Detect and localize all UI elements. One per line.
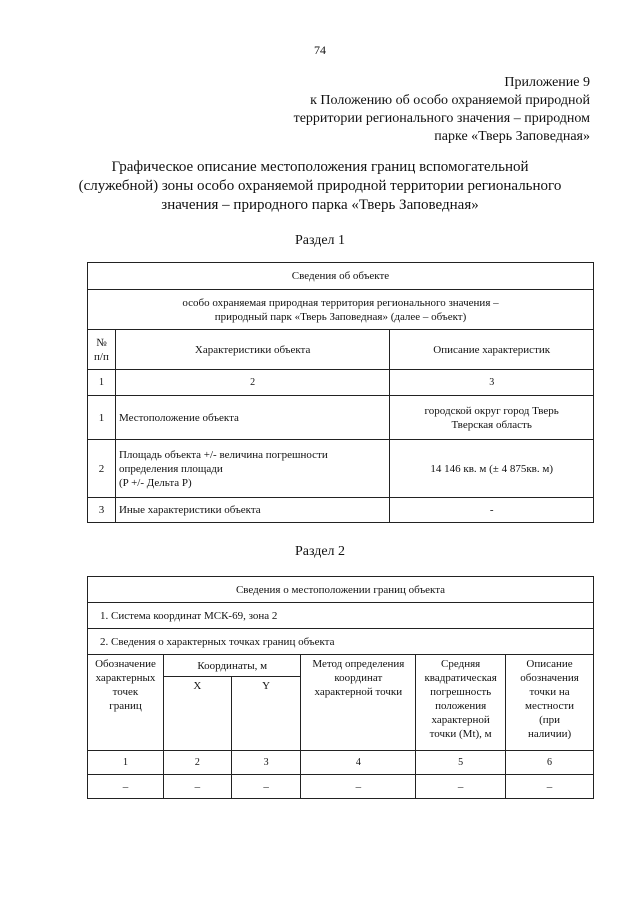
numbering-cell: 4 <box>301 751 416 775</box>
col-description-header: Описание характеристик <box>390 330 594 370</box>
row-number: 3 <box>88 498 116 523</box>
col-coordinates-header: Координаты, м <box>163 655 301 677</box>
error-line: характерной <box>431 714 490 726</box>
col-point-description-header <box>506 655 594 751</box>
page-number: 74 <box>314 43 326 57</box>
appendix-line-3: территории регионального значения – природном <box>293 111 590 126</box>
method-line: координат <box>334 672 383 684</box>
appendix-heading <box>250 74 590 146</box>
row-description <box>390 396 594 440</box>
object-info-header: Сведения об объекте <box>88 263 594 290</box>
error-line: положения <box>435 700 487 712</box>
numbering-cell: 2 <box>163 751 231 775</box>
title-line-3: значения – природного парка «Тверь Заповедная» <box>161 197 479 213</box>
col-y-header: Y <box>231 677 301 751</box>
col-x-header: X <box>163 677 231 751</box>
data-cell: – <box>163 775 231 799</box>
coordinate-system-row: 1. Система координат МСК-69, зона 2 <box>88 603 594 629</box>
col-characteristics-header: Характеристики объекта <box>115 330 389 370</box>
row-characteristic: Иные характеристики объекта <box>115 498 389 523</box>
title-line-1: Графическое описание местоположения границ вспомогательной <box>111 159 529 175</box>
numbering-cell: 5 <box>416 751 506 775</box>
points-header-row: 2. Сведения о характерных точках границ объекта <box>88 629 594 655</box>
designation-line: границ <box>109 700 142 712</box>
error-line: погрешность <box>430 686 492 698</box>
appendix-line-2: к Положению об особо охраняемой природной <box>310 93 590 108</box>
designation-line: Обозначение <box>95 658 156 670</box>
description-line: Описание <box>526 658 573 670</box>
row-characteristic-line-2: определения площади <box>118 462 223 475</box>
object-name-line-2: природный парк «Тверь Заповедная» (далее – объект) <box>214 310 467 323</box>
numbering-cell: 1 <box>88 751 164 775</box>
col-number-line-2: п/п <box>94 350 109 363</box>
numbering-cell: 3 <box>390 370 594 396</box>
description-line: обозначения <box>520 672 579 684</box>
description-line: точки на <box>529 686 570 698</box>
col-number-header <box>88 330 116 370</box>
numbering-cell: 1 <box>88 370 116 396</box>
error-line: точки (Mt), м <box>429 728 492 740</box>
data-cell: – <box>88 775 164 799</box>
section-1-title: Раздел 1 <box>294 233 346 248</box>
row-description: - <box>390 498 594 523</box>
description-line: (при <box>539 714 561 726</box>
row-characteristic-line-3: (P +/- Дельта P) <box>118 476 192 489</box>
designation-line: характерных <box>95 672 156 684</box>
description-line: наличии) <box>527 728 572 740</box>
numbering-cell: 2 <box>115 370 389 396</box>
method-line: Метод определения <box>312 658 405 670</box>
table-row <box>88 775 594 799</box>
description-line: местности <box>525 700 575 712</box>
numbering-cell: 6 <box>506 751 594 775</box>
numbering-cell: 3 <box>231 751 301 775</box>
method-line: характерной точки <box>314 686 403 698</box>
col-method-header <box>301 655 416 751</box>
designation-line: точек <box>112 686 139 698</box>
error-line: квадратическая <box>424 672 497 684</box>
appendix-line-1: Приложение 9 <box>504 75 590 90</box>
section-2-title: Раздел 2 <box>294 544 346 559</box>
data-cell: – <box>231 775 301 799</box>
appendix-line-4: парке «Тверь Заповедная» <box>434 129 590 144</box>
row-number: 2 <box>88 440 116 498</box>
boundary-points-table <box>87 576 594 799</box>
table-row <box>88 396 594 440</box>
row-description-line-1: городской округ город Тверь <box>424 404 559 417</box>
boundary-info-header: Сведения о местоположении границ объекта <box>88 577 594 603</box>
col-point-designation-header <box>88 655 164 751</box>
error-line: Средняя <box>441 658 481 670</box>
row-number: 1 <box>88 396 116 440</box>
row-characteristic-line-1: Площадь объекта +/- величина погрешности <box>118 448 328 461</box>
title-line-2: (служебной) зоны особо охраняемой природной территории регионального <box>78 178 562 194</box>
object-info-table <box>87 262 594 523</box>
col-number-line-1: № <box>96 336 107 349</box>
col-error-header <box>416 655 506 751</box>
object-name-line-1: особо охраняемая природная территория регионального значения – <box>182 296 499 309</box>
row-characteristic <box>115 440 389 498</box>
table-row <box>88 440 594 498</box>
data-cell: – <box>301 775 416 799</box>
data-cell: – <box>416 775 506 799</box>
object-name-cell <box>88 290 594 330</box>
data-cell: – <box>506 775 594 799</box>
document-title <box>70 158 570 215</box>
row-characteristic: Местоположение объекта <box>115 396 389 440</box>
row-description-line-2: Тверская область <box>451 418 532 431</box>
row-description: 14 146 кв. м (± 4 875кв. м) <box>390 440 594 498</box>
table-row <box>88 498 594 523</box>
